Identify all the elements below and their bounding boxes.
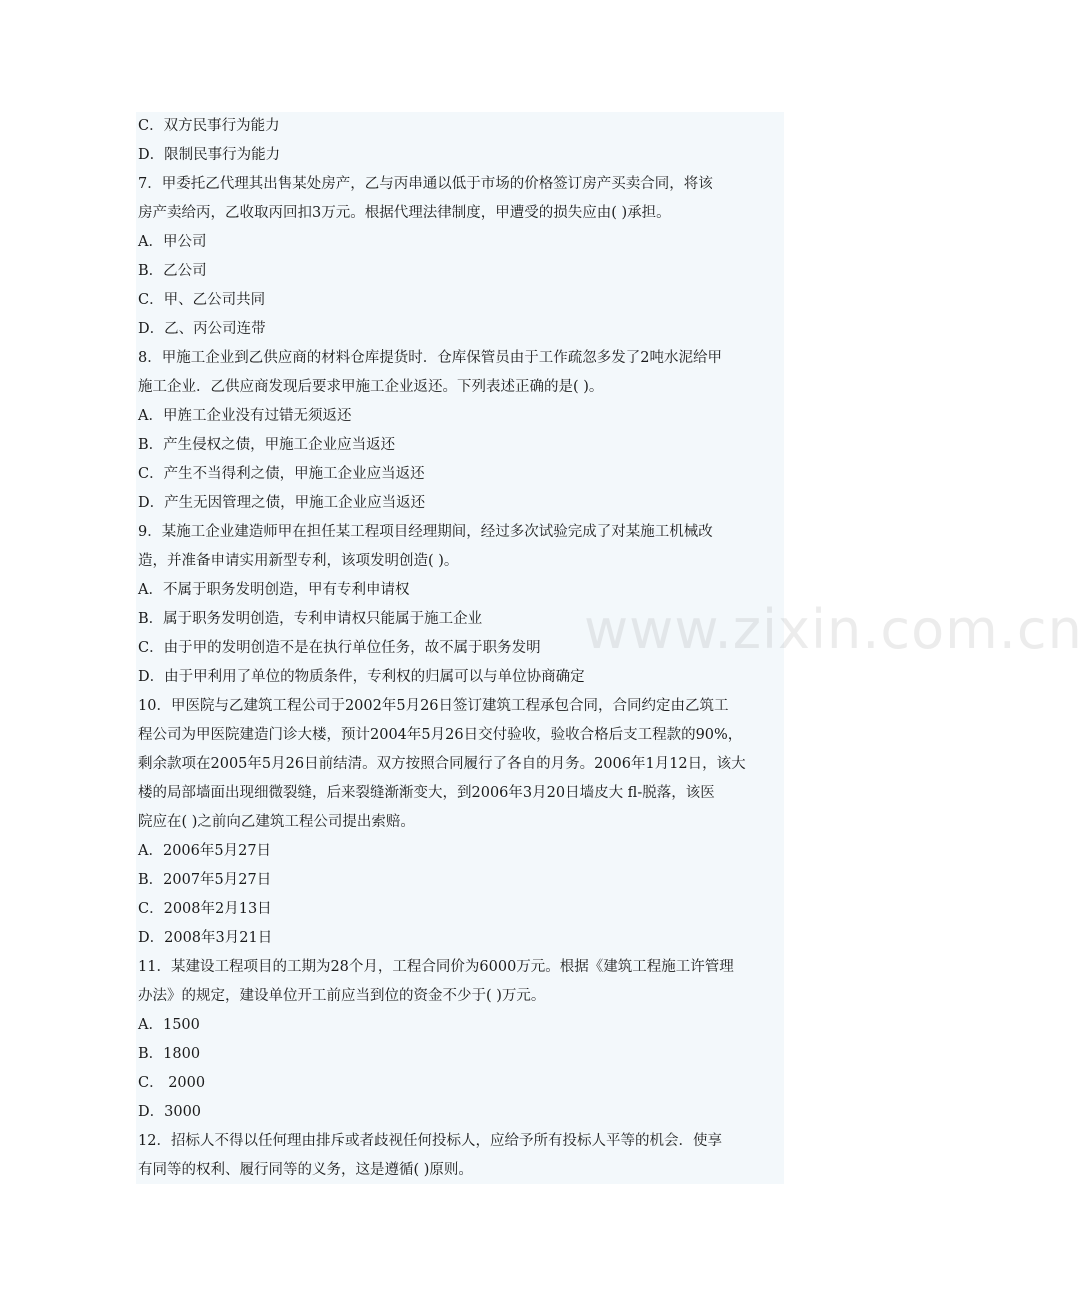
watermark: www.zixin.com.cn [584, 598, 1083, 661]
text-line: 造，并准备申请实用新型专利，该项发明创造( )。 [138, 553, 459, 569]
text-line: B．乙公司 [138, 263, 207, 279]
text-line: B．属于职务发明创造，专利申请权只能属于施工企业 [138, 611, 483, 627]
text-line: C．产生不当得利之债，甲施工企业应当返还 [138, 466, 425, 482]
text-line: 11．某建设工程项目的工期为28个月，工程合同价为6000万元。根据《建筑工程施工许管理 [138, 959, 734, 975]
text-line: 剩余款项在2005年5月26日前结清。双方按照合同履行了各自的月务。2006年1月12日，该大 [138, 756, 746, 772]
text-line: C．双方民事行为能力 [138, 118, 280, 134]
document-body [136, 112, 784, 1185]
text-line: D．乙、丙公司连带 [138, 321, 266, 337]
text-line: C． 2000 [138, 1075, 206, 1091]
text-line: 有同等的权利、履行同等的义务，这是遵循( )原则。 [138, 1162, 473, 1178]
text-line: 办法》的规定，建设单位开工前应当到位的资金不少于( )万元。 [138, 988, 546, 1004]
text-line: 12．招标人不得以任何理由排斥或者歧视任何投标人，应给予所有投标人平等的机会．使享 [138, 1133, 722, 1149]
text-line: 楼的局部墙面出现细微裂缝，后来裂缝渐渐变大，到2006年3月20日墙皮大 fl-脱落，该医 [138, 785, 715, 801]
text-line: A．2006年5月27日 [138, 843, 272, 859]
text-line: 程公司为甲医院建造门诊大楼，预计2004年5月26日交付验收，验收合格后支工程款的90%， [138, 727, 743, 743]
text-line: 10．甲医院与乙建筑工程公司于2002年5月26日签订建筑工程承包合同，合同约定由乙筑工 [138, 698, 729, 714]
text-line: 7．甲委托乙代理其出售某处房产，乙与丙串通以低于市场的价格签订房产买卖合同，将该 [138, 176, 713, 192]
text-line: 院应在( )之前向乙建筑工程公司提出索赔。 [138, 814, 415, 830]
document-page [136, 112, 784, 1184]
text-line: B．产生侵权之债，甲施工企业应当返还 [138, 437, 396, 453]
text-line: 8．甲施工企业到乙供应商的材料仓库提货时．仓库保管员由于工作疏忽多发了2吨水泥给甲 [138, 350, 722, 366]
text-line: B．1800 [138, 1046, 201, 1062]
text-line: C．由于甲的发明创造不是在执行单位任务，故不属于职务发明 [138, 640, 541, 656]
text-line: 施工企业．乙供应商发现后要求甲施工企业返还。下列表述正确的是( )。 [138, 379, 604, 395]
text-line: D．由于甲利用了单位的物质条件，专利权的归属可以与单位协商确定 [138, 669, 585, 685]
text-line: A．不属于职务发明创造，甲有专利申请权 [138, 582, 410, 598]
text-line: A．甲旌工企业没有过错无须返还 [138, 408, 352, 424]
text-line: 9．某施工企业建造师甲在担任某工程项目经理期间，经过多次试验完成了对某施工机械改 [138, 524, 713, 540]
text-line: A．1500 [138, 1017, 200, 1033]
text-line: B．2007年5月27日 [138, 872, 272, 888]
text-line: C．2008年2月13日 [138, 901, 272, 917]
text-line: D．2008年3月21日 [138, 930, 273, 946]
text-line: C．甲、乙公司共同 [138, 292, 266, 308]
text-line: A．甲公司 [138, 234, 207, 250]
text-line: D．产生无因管理之债，甲施工企业应当返还 [138, 495, 426, 511]
text-line: 房产卖给丙，乙收取丙回扣3万元。根据代理法律制度，甲遭受的损失应由( )承担。 [138, 205, 671, 221]
text-line: D．限制民事行为能力 [138, 147, 281, 163]
text-line: D．3000 [138, 1104, 202, 1120]
